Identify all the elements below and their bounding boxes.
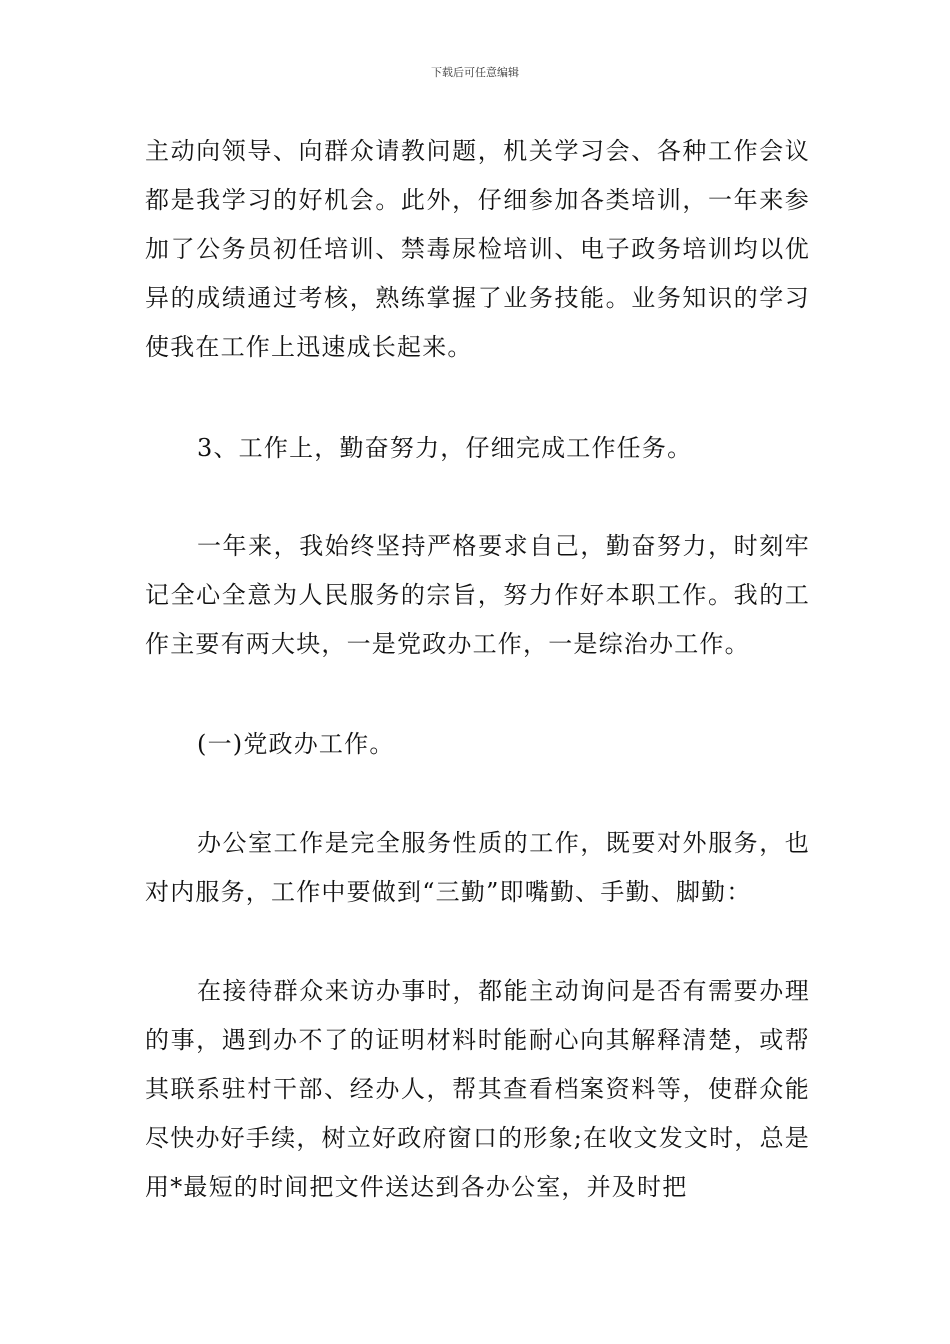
body-text xyxy=(145,522,810,669)
body-text xyxy=(145,819,810,917)
body-text xyxy=(145,967,810,1212)
paragraph-office-service: 办公室工作是完全服务性质的工作，既要对外服务，也对内服务，工作中要做到“三勤”即嘴勤、手勤、脚勤： xyxy=(145,829,810,906)
body-text xyxy=(145,720,810,769)
subsection-heading-party-office: (一)党政办工作。 xyxy=(197,730,395,758)
paragraph-study-continued: 主动向领导、向群众请教问题，机关学习会、各种工作会议都是我学习的好机会。此外，仔细参加各类培训，一年来参加了公务员初任培训、禁毒尿检培训、电子政务培训均以优异的成绩通过考核，熟练掌握了业务技能。业务知识的学习使我在工作上迅速成长起来。 xyxy=(145,137,810,361)
page-header: 下载后可任意编辑 xyxy=(431,66,519,79)
paragraph-work-overview: 一年来，我始终坚持严格要求自己，勤奋努力，时刻牢记全心全意为人民服务的宗旨，努力作好本职工作。我的工作主要有两大块，一是党政办工作，一是综治办工作。 xyxy=(145,532,810,658)
body-text xyxy=(145,424,810,473)
section-heading-work: 3、工作上，勤奋努力，仔细完成工作任务。 xyxy=(197,434,693,462)
body-text xyxy=(145,127,810,372)
paragraph-reception: 在接待群众来访办事时，都能主动询问是否有需要办理的事，遇到办不了的证明材料时能耐心向其解释清楚，或帮其联系驻村干部、经办人，帮其查看档案资料等，使群众能尽快办好手续，树立好政府窗口的形象;在收文发文时，总是用*最短的时间把文件送达到各办公室，并及时把 xyxy=(145,977,810,1201)
